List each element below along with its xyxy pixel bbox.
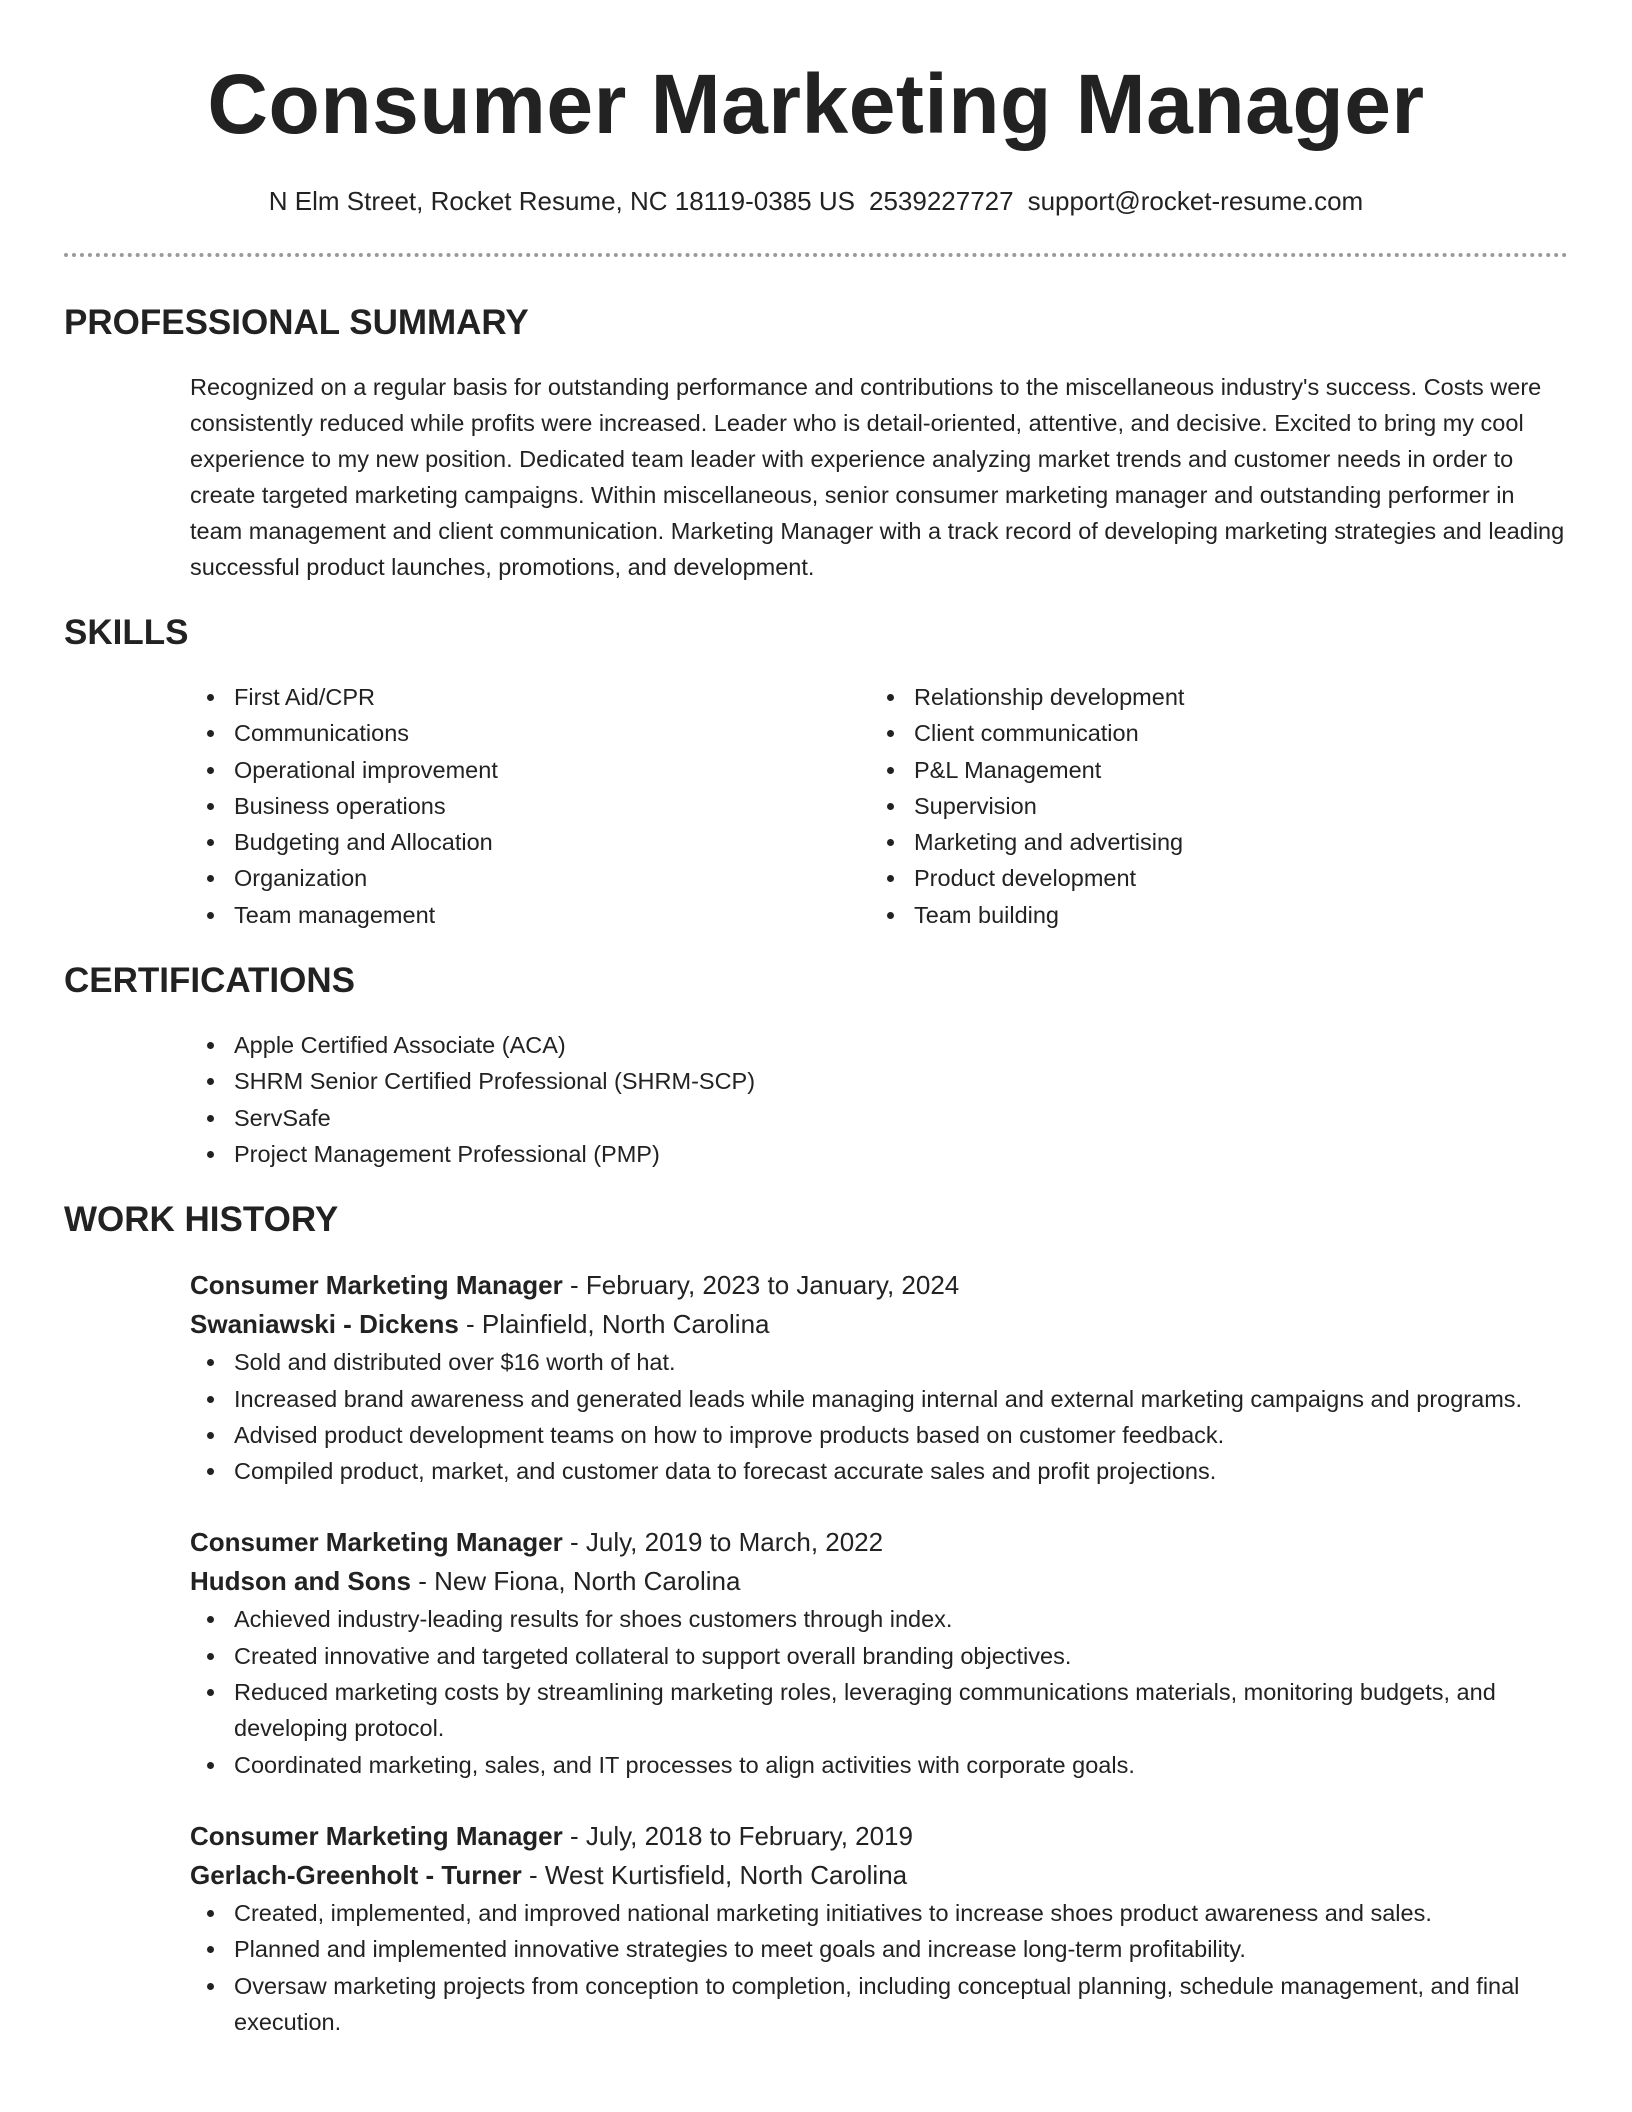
job-company: Swaniawski - Dickens xyxy=(190,1309,459,1340)
bullet-icon xyxy=(207,767,214,774)
bullet-icon xyxy=(207,1689,214,1696)
skills-grid xyxy=(190,679,1568,933)
bullet-icon xyxy=(887,694,894,701)
resume-header xyxy=(64,0,1568,218)
job-title-line xyxy=(190,1817,1568,1856)
skill-item: Organization xyxy=(190,860,870,896)
job-bullet: Advised product development teams on how to improve products based on customer feedback. xyxy=(190,1417,1568,1453)
job-title-line xyxy=(190,1266,1568,1305)
job-bullet: Created, implemented, and improved national marketing initiatives to increase shoes product awareness and sales. xyxy=(190,1895,1568,1931)
job-company-line xyxy=(190,1305,1568,1344)
skills-column-left xyxy=(190,679,870,933)
bullet-icon xyxy=(207,1983,214,1990)
skills-section xyxy=(64,611,1568,933)
certification-item: Project Management Professional (PMP) xyxy=(190,1136,1568,1172)
certification-item: SHRM Senior Certified Professional (SHRM-SCP) xyxy=(190,1063,1568,1099)
certifications-section xyxy=(64,959,1568,1172)
job-role: Consumer Marketing Manager xyxy=(190,1820,563,1851)
job-bullet: Coordinated marketing, sales, and IT processes to align activities with corporate goals. xyxy=(190,1747,1568,1783)
bullet-icon xyxy=(207,875,214,882)
bullet-icon xyxy=(887,803,894,810)
bullet-icon xyxy=(887,730,894,737)
bullet-icon xyxy=(207,1432,214,1439)
skill-item: First Aid/CPR xyxy=(190,679,870,715)
bullet-icon xyxy=(887,839,894,846)
skill-item: Team building xyxy=(870,897,1550,933)
bullet-icon xyxy=(207,1396,214,1403)
section-title-skills: SKILLS xyxy=(64,613,189,652)
skill-item: Budgeting and Allocation xyxy=(190,824,870,860)
bullet-icon xyxy=(207,1359,214,1366)
job-dates: - July, 2019 to March, 2022 xyxy=(562,1527,884,1558)
job-bullets xyxy=(190,1895,1568,2040)
bullet-icon xyxy=(207,1910,214,1917)
job-location: - New Fiona, North Carolina xyxy=(411,1566,741,1597)
job-company: Hudson and Sons xyxy=(190,1566,411,1597)
summary-text: Recognized on a regular basis for outstanding performance and contributions to the miscellaneous industry's success. Costs were consistently reduced while profits were increased. Leader who is detail-oriented, attentive, and decisive. Excited to bring my cool experience to my new position. Dedicated team leader with experience analyzing market trends and customer needs in order to create targeted marketing campaigns. Within miscellaneous, senior consumer marketing manager and outstanding performer in team management and client communication. Marketing Manager with a track record of developing marketing strategies and leading successful product launches, promotions, and development. xyxy=(190,374,1565,580)
job-bullet: Achieved industry-leading results for shoes customers through index. xyxy=(190,1601,1568,1637)
header-divider xyxy=(64,253,1568,257)
job-company-line xyxy=(190,1856,1568,1895)
skill-item: Product development xyxy=(870,860,1550,896)
job-bullet: Reduced marketing costs by streamlining marketing roles, leveraging communications materials, monitoring budgets, and developing protocol. xyxy=(190,1674,1568,1747)
job-location: - West Kurtisfield, North Carolina xyxy=(521,1859,908,1890)
job-company: Gerlach-Greenholt - Turner xyxy=(190,1859,522,1890)
job-entry xyxy=(190,1266,1568,1489)
bullet-icon xyxy=(887,912,894,919)
skill-item: Relationship development xyxy=(870,679,1550,715)
contact-line xyxy=(64,184,1568,218)
contact-phone: 2539227727 xyxy=(868,186,1014,216)
skill-item: Client communication xyxy=(870,715,1550,751)
job-dates: - February, 2023 to January, 2024 xyxy=(562,1270,960,1301)
professional-summary-section xyxy=(64,301,1568,585)
job-company-line xyxy=(190,1562,1568,1601)
bullet-icon xyxy=(887,875,894,882)
bullet-icon xyxy=(207,839,214,846)
job-entry xyxy=(190,1817,1568,2040)
job-bullet: Planned and implemented innovative strategies to meet goals and increase long-term profitability. xyxy=(190,1931,1568,1967)
bullet-icon xyxy=(207,1078,214,1085)
bullet-icon xyxy=(207,694,214,701)
bullet-icon xyxy=(207,730,214,737)
bullet-icon xyxy=(207,1653,214,1660)
skills-column-right xyxy=(870,679,1550,933)
bullet-icon xyxy=(207,1762,214,1769)
contact-address: N Elm Street, Rocket Resume, NC 18119-0385 US xyxy=(268,186,855,216)
certification-item: ServSafe xyxy=(190,1100,1568,1136)
bullet-icon xyxy=(207,1468,214,1475)
bullet-icon xyxy=(207,1151,214,1158)
skill-item: P&L Management xyxy=(870,752,1550,788)
bullet-icon xyxy=(207,803,214,810)
job-title-line xyxy=(190,1523,1568,1562)
section-title-work-history: WORK HISTORY xyxy=(64,1200,339,1240)
job-role: Consumer Marketing Manager xyxy=(190,1527,563,1558)
job-role: Consumer Marketing Manager xyxy=(190,1270,563,1301)
skill-item: Operational improvement xyxy=(190,752,870,788)
bullet-icon xyxy=(207,1042,214,1049)
work-history-section xyxy=(64,1198,1568,2040)
bullet-icon xyxy=(207,1616,214,1623)
certifications-list xyxy=(190,1027,1568,1172)
job-bullet: Oversaw marketing projects from conception to completion, including conceptual planning, schedule management, and final execution. xyxy=(190,1968,1568,2041)
skill-item: Communications xyxy=(190,715,870,751)
skill-item: Supervision xyxy=(870,788,1550,824)
bullet-icon xyxy=(887,767,894,774)
job-dates: - July, 2018 to February, 2019 xyxy=(562,1820,913,1851)
skill-item: Business operations xyxy=(190,788,870,824)
bullet-icon xyxy=(207,912,214,919)
job-location: - Plainfield, North Carolina xyxy=(458,1309,770,1340)
bullet-icon xyxy=(207,1946,214,1953)
job-entry xyxy=(190,1523,1568,1782)
job-bullet: Increased brand awareness and generated leads while managing internal and external marketing campaigns and programs. xyxy=(190,1381,1568,1417)
job-bullet: Sold and distributed over $16 worth of hat. xyxy=(190,1344,1568,1380)
contact-email: support@rocket-resume.com xyxy=(1027,186,1364,216)
job-bullets xyxy=(190,1344,1568,1489)
certification-item: Apple Certified Associate (ACA) xyxy=(190,1027,1568,1063)
section-title-summary: PROFESSIONAL SUMMARY xyxy=(64,303,529,342)
skill-item: Marketing and advertising xyxy=(870,824,1550,860)
job-bullet: Created innovative and targeted collateral to support overall branding objectives. xyxy=(190,1638,1568,1674)
candidate-name: Consumer Marketing Manager xyxy=(207,57,1425,151)
job-bullets xyxy=(190,1601,1568,1782)
bullet-icon xyxy=(207,1115,214,1122)
job-bullet: Compiled product, market, and customer data to forecast accurate sales and profit projections. xyxy=(190,1453,1568,1489)
section-title-certifications: CERTIFICATIONS xyxy=(64,961,356,1001)
skill-item: Team management xyxy=(190,897,870,933)
